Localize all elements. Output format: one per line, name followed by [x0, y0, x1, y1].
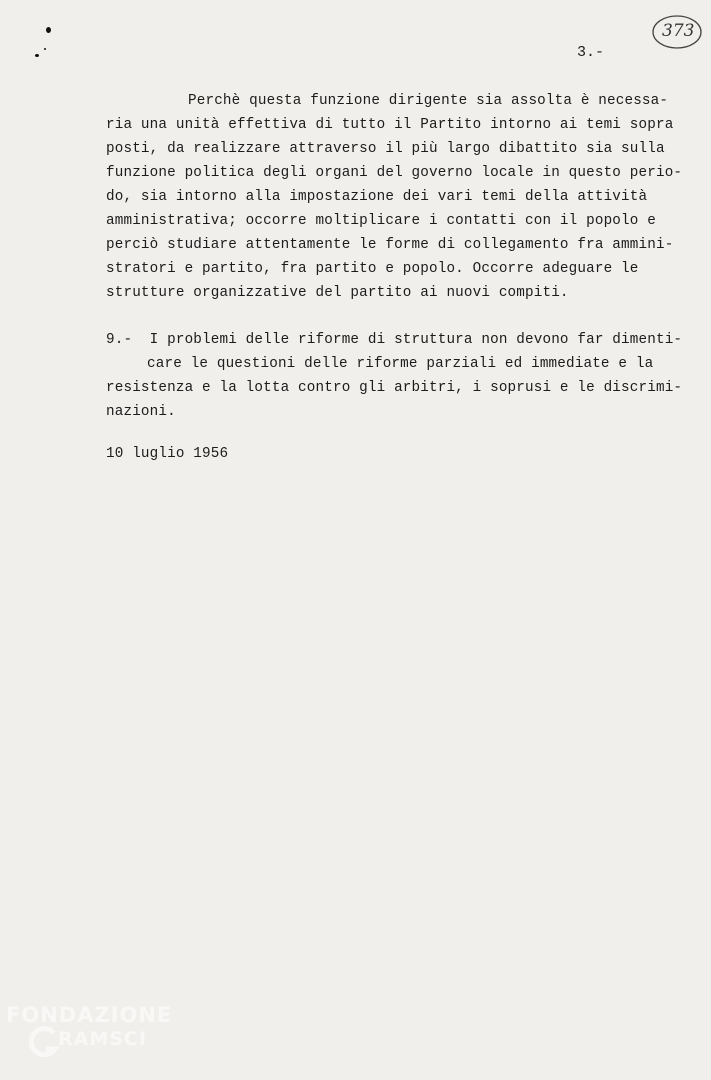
paragraph-line: stratori e partito, fra partito e popolo. Occorre adeguare le [106, 261, 639, 277]
paragraph-line: Perchè questa funzione dirigente sia assolta è necessa- [188, 93, 669, 109]
archive-number: 373 [662, 21, 695, 41]
point-9-line: resistenza e la lotta contro gli arbitri, i soprusi e le discrimi- [106, 380, 683, 396]
paragraph-line: ria una unità effettiva di tutto il Partito intorno ai temi sopra [106, 117, 674, 133]
watermark-line-1: FONDAZIONE [6, 1003, 173, 1027]
document-date: 10 luglio 1956 [106, 446, 229, 462]
fondazione-gramsci-watermark [6, 1003, 176, 1073]
archive-number-stamp [650, 12, 704, 52]
paragraph-line: posti, da realizzare attraverso il più largo dibattito sia sulla [106, 141, 665, 157]
ink-speck [35, 54, 39, 57]
paragraph-line: amministrativa; occorre moltiplicare i contatti con il popolo e [106, 213, 656, 229]
paragraph-line: funzione politica degli organi del governo locale in questo perio- [106, 165, 683, 181]
point-9-line: nazioni. [106, 404, 176, 420]
point-9-line: 9.- I problemi delle riforme di struttura non devono far dimenti- [106, 332, 683, 348]
gramsci-logo-icon [28, 1025, 60, 1061]
point-9-line: care le questioni delle riforme parziali ed immediate e la [147, 356, 654, 372]
ink-speck [44, 48, 46, 50]
watermark-line-2: RAMSCI [58, 1028, 147, 1050]
paragraph-line: perciò studiare attentamente le forme di collegamento fra ammini- [106, 237, 674, 253]
page-number: 3.- [577, 44, 605, 61]
paragraph-line: do, sia intorno alla impostazione dei vari temi della attività [106, 189, 648, 205]
ink-speck [46, 27, 51, 33]
paragraph-line: strutture organizzative del partito ai nuovi compiti. [106, 285, 569, 301]
